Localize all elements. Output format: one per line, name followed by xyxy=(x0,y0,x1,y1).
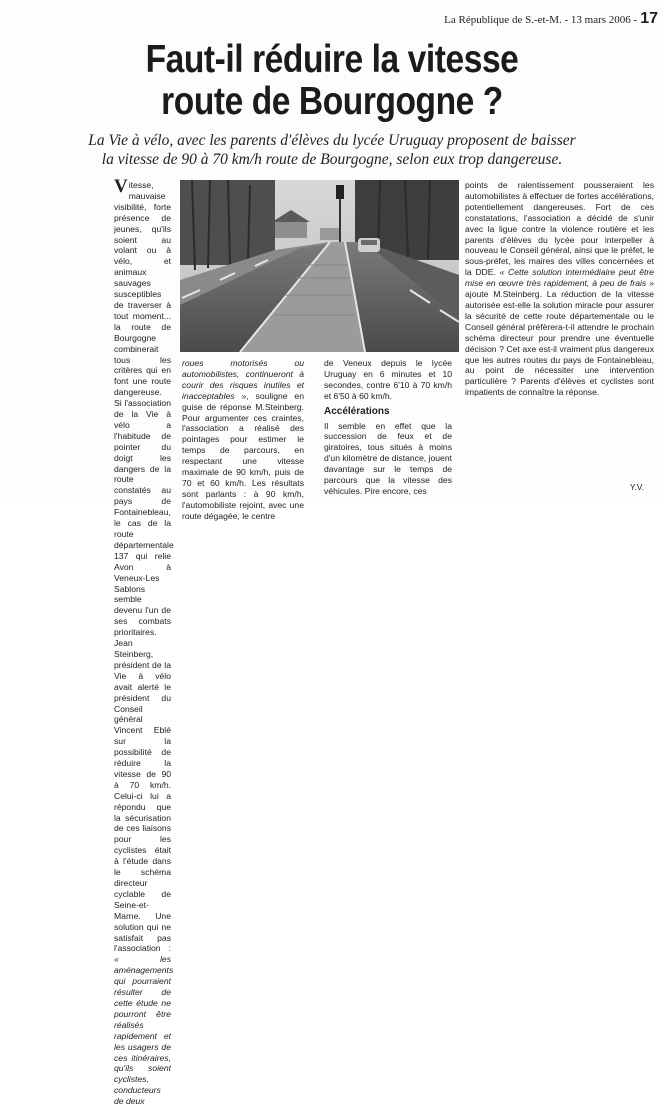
col2-quote: roues motorisés ou automobilistes, continueront à courir des risques inutiles et inacceptables » xyxy=(182,358,304,401)
body-column-2 xyxy=(182,358,304,521)
col3-text: de Veneux depuis le lycée Uruguay en 6 minutes et 10 secondes, contre 6'10 à 70 km/h et 6'50 à 60 km/h. xyxy=(324,358,452,401)
section-subhead: Accélérations xyxy=(324,405,390,417)
col1-text: itesse, mauvaise visibilité, forte présence de jeunes, qu'ils soient au volant ou à vélo, et animaux sauvages susceptibles de traverser à tout moment... la route de Bourgogne combinerait tous les critères qui en font une route dangereuse. Si l'association de la Vie à vélo a l'habitude de pointer du doigt les dangers de la route constatés au pays de Fontainebleau, le cas de la route départementale 137 qui relie Avon à Veneux-Les Sablons semble devenu l'un de ses combats prioritaires. Jean Steinberg, président de la Vie à vélo avait alerté le président du Conseil général Vincent Eblé sur la possibilité de réduire la vitesse de 90 à 70 km/h. Celui-ci lui a répondu que la sécurisation de ces liaisons pour les cyclistes était à l'étude dans le schéma directeur cyclable de Seine-et-Marne. Une solution qui ne satisfait pas l'association : xyxy=(114,180,174,954)
road-photo xyxy=(180,180,459,352)
body-column-1 xyxy=(114,176,174,1107)
body-column-4 xyxy=(465,180,654,480)
col5-text-2: ajoute M.Steinberg. La réduction de la vitesse autorisée est-elle la solution miracle pour assurer la sécurité de cette route départementale ou le Conseil général préfèrera-t-il attendre le prochain schéma directeur pour prendre une éventuelle décision ? Cet axe est-il vraiment plus dangereux que les autres routes du pays de Fontainebleau, au point de nécessiter une intervention particulière ? Parents d'élèves et cyclistes sont impatients de connaître la réponse. xyxy=(465,289,654,398)
drop-cap: V xyxy=(114,176,128,197)
col5-text: points de ralentissement pousseraient les automobilistes à effectuer de fortes accélérations, potentiellement dangereuses. Fort de ces constatations, l'association a décidé de s'unir avec la ligue contre la violence routière et les parents d'élèves du lycée pour interpeller à nouveau le Conseil général, ainsi que le préfet, le sous-préfet, les maires des villes concernées et la DDE. xyxy=(465,180,655,278)
masthead-paper: La République de S.-et-M. - 13 mars 2006 - xyxy=(444,14,638,26)
lead-line-1: La Vie à vélo, avec les parents d'élèves du lycée Uruguay proposent de baisser xyxy=(88,132,576,149)
headline-line-2: route de Bourgogne ? xyxy=(161,80,503,123)
col1-quote: « les aménagements qui pourraient résulter de cette étude ne pourront être réalisés rapidement et les usagers de ces itinéraires, qu'ils soient cyclistes, conducteurs de deux xyxy=(114,954,174,1107)
headline-line-1: Faut-il réduire la vitesse xyxy=(145,38,519,81)
body-column-3 xyxy=(324,358,452,496)
col2-text: , souligne en guise de réponse M.Steinberg. Pour argumenter ces craintes, l'association a réalisé des pointages pour estimer le temps de parcours, en respectant une vitesse maximale de 90 km/h, puis de 70 et 60 km/h. Les résultats sont parlants : à 90 km/h, l'automobiliste rejoint, avec une route dégagée, le centre xyxy=(182,390,304,521)
page-number: 17 xyxy=(640,10,658,27)
masthead xyxy=(444,10,658,28)
col3-text-2: Il semble en effet que la succession de feux et de giratoires, tous situés à moins d'un kilomètre de distance, jouent davantage sur le temps de parcours que la vitesse des véhicules. Pire encore, ces xyxy=(324,420,452,496)
lead-line-2: la vitesse de 90 à 70 km/h route de Bourgogne, selon eux trop dangereuse. xyxy=(101,151,563,168)
author-signature: Y.V. xyxy=(629,482,644,492)
col5-quote: « Cette solution intermédiaire peut être mise en œuvre très rapidement, à peu de frais » xyxy=(465,267,655,289)
